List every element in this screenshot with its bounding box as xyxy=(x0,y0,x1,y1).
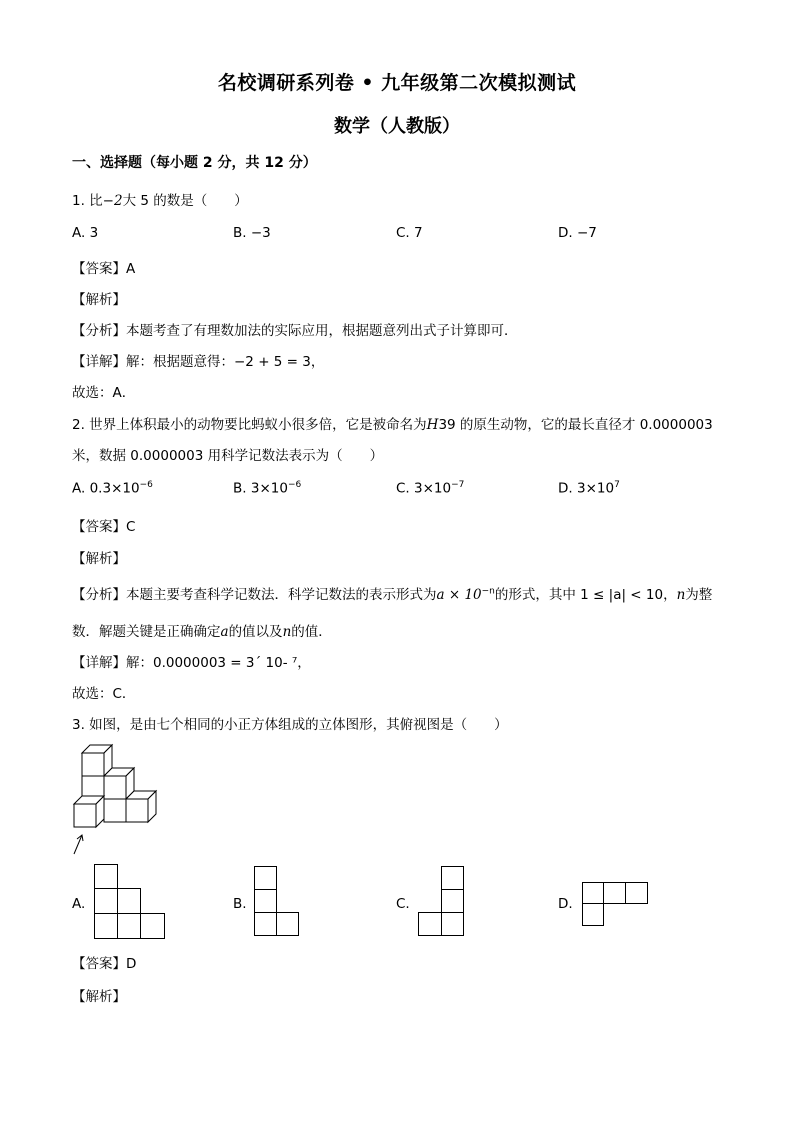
q2-option-d xyxy=(558,480,620,497)
q3-option-d-figure xyxy=(582,882,650,928)
q1-answer: 【答案】A xyxy=(72,261,136,277)
q2-stem-line2: 米，数据 0.0000003 用科学记数法表示为（ ） xyxy=(72,448,384,464)
q2-stem-part2: 39 的原生动物，它的最长直径才 0.0000003 xyxy=(438,417,713,433)
q1-stem-prefix: 1. 比 xyxy=(72,193,103,209)
q2-option-b xyxy=(233,480,301,497)
q1-detail: 【详解】解：根据题意得：−2 + 5 = 3， xyxy=(72,354,325,370)
q2-choice: 故选：C． xyxy=(72,686,136,702)
q2-stem-math: H xyxy=(426,417,439,433)
q2-analysis2-n: n xyxy=(282,624,292,640)
q1-option-d: D. −7 xyxy=(558,225,597,241)
q2-option-d-exp: 7 xyxy=(614,480,620,490)
q1-stem-math: −2 xyxy=(102,193,123,209)
q1-option-c: C. 7 xyxy=(396,225,423,241)
q2-analysis-line1 xyxy=(72,583,712,603)
q2-analysis-part3: 为整 xyxy=(685,587,713,603)
q2-detail: 【详解】解：0.0000003 = 3´ 10- ⁷， xyxy=(72,655,311,671)
q2-analysis2-part2: 的值以及 xyxy=(228,624,283,640)
q2-analysis-part1: 【分析】本题主要考查科学记数法．科学记数法的表示形式为 xyxy=(72,587,437,603)
q2-option-b-base: 3×10 xyxy=(250,480,288,497)
q2-analysis-part2: 的形式，其中 1 ≤ |a| < 10， xyxy=(494,587,677,603)
q3-option-a-label: A. xyxy=(72,896,86,912)
q2-analysis-line2 xyxy=(72,620,332,640)
q3-option-a-figure xyxy=(94,864,166,940)
q2-option-d-label: D. xyxy=(558,480,573,497)
q3-jiexi: 【解析】 xyxy=(72,989,126,1005)
q1-option-a: A. 3 xyxy=(72,225,99,241)
q2-analysis-exp: −n xyxy=(481,586,495,597)
q2-option-a xyxy=(72,480,153,497)
q2-analysis2-part1: 数．解题关键是正确确定 xyxy=(72,624,221,640)
exam-title: 名校调研系列卷 • 九年级第二次模拟测试 xyxy=(217,72,577,94)
q3-option-c-label: C. xyxy=(396,896,410,912)
q1-stem xyxy=(72,189,248,209)
q2-option-a-base: 0.3×10 xyxy=(89,480,140,497)
q1-analysis: 【分析】本题考查了有理数加法的实际应用，根据题意列出式子计算即可． xyxy=(72,323,518,339)
q2-analysis2-part3: 的值． xyxy=(291,624,332,640)
q2-answer: 【答案】C xyxy=(72,519,136,535)
q2-option-c-label: C. xyxy=(396,480,410,497)
q2-option-b-label: B. xyxy=(233,480,247,497)
q1-jiexi: 【解析】 xyxy=(72,292,126,308)
q3-option-b-figure xyxy=(254,866,300,938)
q1-stem-suffix: 大 5 的数是（ ） xyxy=(122,193,248,209)
q2-option-c-base: 3×10 xyxy=(414,480,452,497)
q2-analysis-n: n xyxy=(676,587,686,603)
q3-stem: 3. 如图，是由七个相同的小正方体组成的立体图形，其俯视图是（ ） xyxy=(72,717,508,733)
q3-option-b-label: B. xyxy=(233,896,247,912)
cube-solid-figure xyxy=(70,740,170,860)
q3-answer: 【答案】D xyxy=(72,956,137,972)
q2-option-c-exp: −7 xyxy=(451,480,465,490)
q2-analysis2-a: a xyxy=(220,624,229,640)
q3-option-d-label: D. xyxy=(558,896,573,912)
q2-jiexi: 【解析】 xyxy=(72,551,126,567)
q3-option-c-figure xyxy=(418,866,466,938)
exam-subtitle: 数学（人教版） xyxy=(334,116,460,137)
q2-stem-part1: 2. 世界上体积最小的动物要比蚂蚁小很多倍，它是被命名为 xyxy=(72,417,427,433)
q1-option-b: B. −3 xyxy=(233,225,271,241)
q2-option-a-exp: −6 xyxy=(139,480,153,490)
q2-analysis-math: a × 10 xyxy=(436,587,482,603)
section-heading: 一、选择题（每小题 2 分，共 12 分） xyxy=(72,155,317,171)
q2-stem-line1 xyxy=(72,413,713,433)
q2-option-b-exp: −6 xyxy=(287,480,302,490)
q2-option-a-label: A. xyxy=(72,480,86,497)
q2-option-d-base: 3×10 xyxy=(576,480,615,497)
q2-option-c xyxy=(396,480,464,497)
q1-choice: 故选：A． xyxy=(72,385,136,401)
